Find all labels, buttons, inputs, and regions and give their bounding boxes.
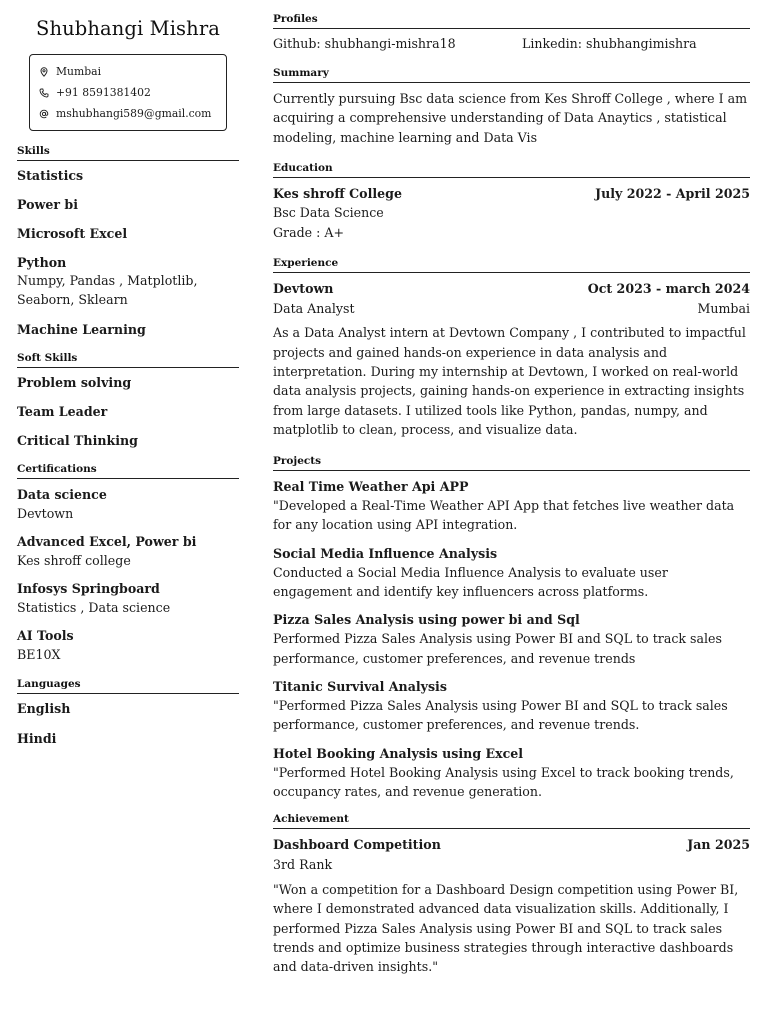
profiles-row [273,35,750,53]
contact-box [29,54,227,131]
left-column [17,17,239,760]
certification-item [17,626,239,664]
languages-heading: Languages [17,678,239,694]
location-text: Mumbai [56,65,102,78]
certification-issuer: Kes shroff college [17,553,131,568]
certification-issuer: Devtown [17,506,74,521]
rank-row [273,855,750,875]
experience-header-row [273,279,750,299]
soft-skills-heading: Soft Skills [17,352,239,368]
company-name: Devtown [273,281,334,297]
project-description: "Performed Pizza Sales Analysis using Power BI and SQL to track sales performance, customer preferences, and revenue trends. [273,697,728,733]
language-item: Hindi [17,731,57,746]
skill-item: Microsoft Excel [17,226,128,241]
certification-item [17,579,239,617]
certification-name: AI Tools [17,628,74,643]
achievement-section [273,813,750,976]
experience-location: Mumbai [697,300,750,316]
certification-item [17,532,239,570]
phone-icon [39,88,49,98]
at-sign-icon [39,109,49,119]
soft-skill-item: Team Leader [17,404,108,419]
project-title: Titanic Survival Analysis [273,678,447,694]
contact-location [39,61,218,82]
location-pin-icon [39,67,49,77]
contact-email [39,103,218,124]
achievement-name: Dashboard Competition [273,837,441,853]
contact-phone [39,82,218,103]
role: Data Analyst [273,300,355,316]
project-title: Hotel Booking Analysis using Excel [273,745,524,761]
education-heading: Education [273,162,750,178]
project-item [273,610,750,668]
achievement-heading: Achievement [273,813,750,829]
profiles-section [273,13,750,53]
project-item [273,544,750,602]
skill-item-python [17,254,239,309]
right-column [273,13,750,992]
summary-heading: Summary [273,67,750,83]
project-item [273,744,750,802]
project-title: Social Media Influence Analysis [273,545,498,561]
skill-name: Python [17,255,67,270]
project-description: "Developed a Real-Time Weather API App that fetches live weather data for any location using API integration. [273,498,735,533]
certification-name: Infosys Springboard [17,581,160,596]
project-item [273,477,750,535]
school-name: Kes shroff College [273,185,402,201]
skill-item: Statistics [17,168,84,183]
certifications-heading: Certifications [17,463,239,479]
profiles-heading: Profiles [273,13,750,29]
phone-text: +91 8591381402 [56,86,151,99]
certification-name: Data science [17,487,107,502]
education-dates: July 2022 - April 2025 [595,185,750,201]
certification-issuer: BE10X [17,647,61,662]
education-header-row [273,184,750,204]
degree: Bsc Data Science [273,205,384,221]
linkedin-link[interactable]: Linkedin: shubhangimishra [522,36,697,51]
skill-item: Machine Learning [17,322,146,337]
language-item: English [17,701,71,716]
project-item [273,677,750,735]
project-description: Performed Pizza Sales Analysis using Power BI and SQL to track sales performance, customer preferences, and revenue trends [273,631,722,666]
project-title: Pizza Sales Analysis using power bi and Sql [273,612,580,628]
project-title: Real Time Weather Api APP [273,479,469,495]
email-text[interactable]: mshubhangi589@gmail.com [56,107,212,120]
certification-issuer: Statistics , Data science [17,600,171,615]
projects-heading: Projects [273,455,750,471]
summary-text: Currently pursuing Bsc data science from Kes Shroff College , where I am acquiring a comprehensive understanding of Data Anaytics , statistical modeling, machine learning and Data Vis [273,91,748,145]
github-link[interactable]: Github: shubhangi-mishra18 [273,36,456,51]
skill-detail: Numpy, Pandas , Matplotlib, Seaborn, Sklearn [17,273,198,307]
achievement-rank: 3rd Rank [273,856,333,872]
grade-row [273,223,750,243]
soft-skill-item: Problem solving [17,375,132,390]
achievement-description: "Won a competition for a Dashboard Design competition using Power BI, where I demonstrated advanced data visualization skills. Additionally, I performed Pizza Sales Analysis using Power BI and SQL to track sales trends and optimize business strategies through interactive dashboards and data-driven insights." [273,882,739,975]
role-row [273,299,750,319]
experience-heading: Experience [273,257,750,273]
grade: Grade : A+ [273,224,344,240]
education-section [273,162,750,243]
soft-skill-item: Critical Thinking [17,433,138,448]
skills-heading: Skills [17,145,239,161]
certification-item [17,485,239,523]
candidate-name: Shubhangi Mishra [36,17,220,40]
projects-section [273,455,750,801]
achievement-header-row [273,835,750,855]
achievement-date: Jan 2025 [687,837,750,853]
experience-section [273,257,750,439]
degree-row [273,203,750,223]
experience-description: As a Data Analyst intern at Devtown Company , I contributed to impactful projects and gained hands-on experience in data analysis and interpretation. During my internship at Devtown, I worked on real-world data analysis projects, gaining hands-on experience in extracting insights from large datasets. I utilized tools like Python, pandas, numpy, and matplotlib to clean, process, and visualize data. [273,325,746,437]
skill-item: Power bi [17,197,78,212]
experience-dates: Oct 2023 - march 2024 [587,281,750,297]
project-description: "Performed Hotel Booking Analysis using Excel to track booking trends, occupancy rates, and revenue generation. [273,764,734,799]
summary-section [273,67,750,147]
project-description: Conducted a Social Media Influence Analysis to evaluate user engagement and identify key influencers across platforms. [273,564,668,600]
certification-name: Advanced Excel, Power bi [17,534,197,549]
